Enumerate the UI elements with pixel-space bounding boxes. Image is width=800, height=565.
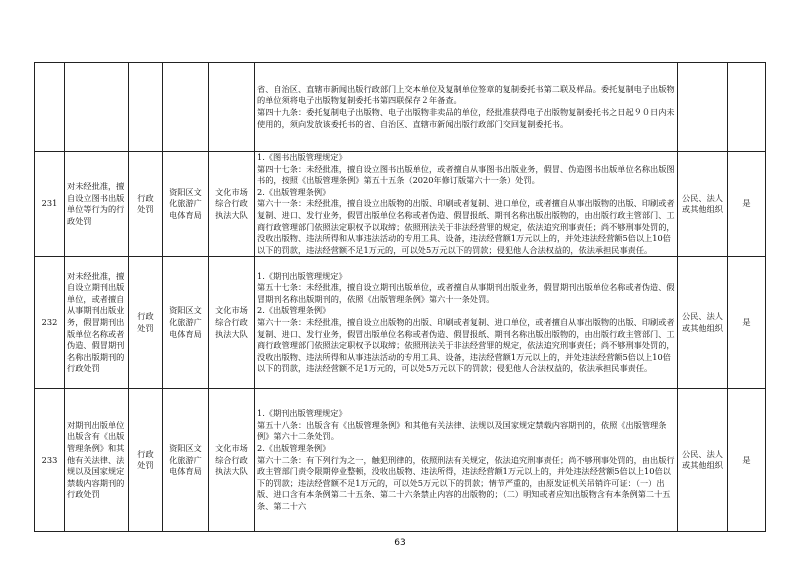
item-category: 行政处罚: [129, 389, 163, 532]
basis-cell: [255, 152, 678, 257]
item-flag: 是: [728, 152, 766, 257]
item-name: 对未经批准，擅自设立图书出版单位等行为的行政处罚: [65, 152, 129, 257]
basis-line: 第四十九条：委托复制电子出版物、电子出版物非卖品的单位，经批准获得电子出版物复制委托书之日起９０日内未使用的，须向发放该委托书的省、自治区、直辖市新闻出版行政部门交回复制委托书。: [257, 107, 675, 129]
item-enforcer: 文化市场综合行政执法大队: [209, 389, 255, 532]
enforcement-table: [34, 62, 766, 532]
basis-line: 1.《图书出版管理规定》: [257, 152, 347, 162]
empty-cell: [678, 63, 728, 152]
empty-cell: [728, 63, 766, 152]
basis-line: 第六十二条：有下列行为之一，触犯刑律的，依照刑法有关规定，依法追究刑事责任；尚不够刑事处罚的，由出版行政主管部门责令限期停业整顿，没收出版物、违法所得，违法经营额1万元以上的，并处违法经营额5倍以上10倍以下的罚款；违法经营额不足1万元的，可以处5万元以下的罚款；情节严重的，由原发证机关吊销许可证：（一）出版、进口含有本条例第二十五条、第二十六条禁止内容的出版物的；（二）明知或者应知出版物含有本条例第二十五条、第二十六: [257, 454, 675, 511]
basis-line: 2.《出版管理条例》: [257, 442, 331, 453]
empty-cell: [163, 63, 209, 152]
basis-line: 第五十八条：出版含有《出版管理条例》和其他有关法律、法规以及国家规定禁载内容期刊的，依照《出版管理条例》第六十二条处罚。: [257, 419, 667, 442]
empty-cell: [209, 63, 255, 152]
item-subject: 公民、法人或其他组织: [678, 257, 728, 389]
item-department: 资阳区文化旅游广电体育局: [163, 152, 209, 257]
item-category: 行政处罚: [129, 257, 163, 389]
item-name: 对期刊出版单位出版含有《出版管理条例》和其他有关法律、法规以及国家规定禁载内容期刊的行政处罚: [65, 389, 129, 532]
item-subject: 公民、法人或其他组织: [678, 389, 728, 532]
item-category: 行政处罚: [129, 152, 163, 257]
item-flag: 是: [728, 257, 766, 389]
empty-cell: [129, 63, 163, 152]
basis-line: 1.《期刊出版管理规定》: [257, 408, 347, 419]
table-row: [35, 257, 766, 389]
table-row: [35, 389, 766, 532]
table-row-continuation: [35, 63, 766, 152]
basis-line: 第四十七条：未经批准，擅自设立图书出版单位，或者擅自从事图书出版业务，假冒、伪造图书出版单位名称出版图书的，按照《出版管理条例》第五十五条（2020年修订版第六十一条）处罚。: [257, 163, 675, 186]
item-department: 资阳区文化旅游广电体育局: [163, 257, 209, 389]
item-department: 资阳区文化旅游广电体育局: [163, 389, 209, 532]
basis-line: 第六十一条：未经批准，擅自设立出版物的出版、印刷或者复制、进口单位，或者擅自从事出版物的出版、印刷或者复制、进口、发行业务，假冒出版单位名称或者伪造、假冒报纸、期刊名称出版出版物的，由出版行政主管部门、工商行政管理部门依照法定职权予以取缔；依照刑法关于非法经营罪的规定，依法追究刑事责任；尚不够刑事处罚的，没收出版物、违法所得和从事违法活动的专用工具、设备，违法经营额1万元以上的，并处违法经营额5倍以上10倍以下的罚款，违法经营额不足1万元的，可以处5万元以下的罚款；侵犯他人合法权益的，依法承担民事责任。: [257, 317, 675, 374]
item-name: 对未经批准，擅自设立期刊出版单位，或者擅自从事期刊出版业务，假冒期刊出版单位名称或者伪造、假冒期刊名称出版期刊的行政处罚: [65, 257, 129, 389]
empty-cell: [65, 63, 129, 152]
basis-line: 2.《出版管理条例》: [257, 305, 331, 316]
basis-line: 1.《期刊出版管理规定》: [257, 270, 347, 281]
basis-cell: [255, 257, 678, 389]
row-number: 231: [35, 152, 65, 257]
item-flag: 是: [728, 389, 766, 532]
empty-cell: [35, 63, 65, 152]
basis-line: 第六十一条：未经批准，擅自设立出版物的出版、印刷或者复制、进口单位，或者擅自从事出版物的出版、印刷或者复制、进口、发行业务，假冒出版单位名称或者伪造、假冒报纸、期刊名称出版出版物的，由出版行政主管部门、工商行政管理部门依照法定职权予以取缔；依照刑法关于非法经营罪的规定，依法追究刑事责任；尚不够刑事处罚的，没收出版物、违法所得和从事违法活动的专用工具、设备，违法经营额1万元以上的，并处违法经营额5倍以上10倍以下的罚款，违法经营额不足1万元的，可以处5万元以下的罚款；侵犯他人合法权益的，依法承担民事责任。: [257, 198, 675, 255]
basis-cell: [255, 389, 678, 532]
item-enforcer: 文化市场综合行政执法大队: [209, 257, 255, 389]
item-subject: 公民、法人或其他组织: [678, 152, 728, 257]
basis-cell: [255, 63, 678, 152]
row-number: 232: [35, 257, 65, 389]
basis-line: 2.《出版管理条例》: [257, 186, 331, 197]
basis-line: 第五十七条：未经批准，擅自设立期刊出版单位，或者擅自从事期刊出版业务，假冒期刊出版单位名称或者伪造、假冒期刊名称出版期刊的，依照《出版管理条例》第六十一条处罚。: [257, 282, 675, 304]
page-number: 63: [394, 538, 406, 548]
item-enforcer: 文化市场综合行政执法大队: [209, 152, 255, 257]
basis-line: 省、自治区、直辖市新闻出版行政部门上交本单位及复制单位签章的复制委托书第二联及样品。委托复制电子出版物的单位须将电子出版物复制委托书第四联保存２年备查。: [257, 83, 675, 106]
row-number: 233: [35, 389, 65, 532]
table-row: [35, 152, 766, 257]
